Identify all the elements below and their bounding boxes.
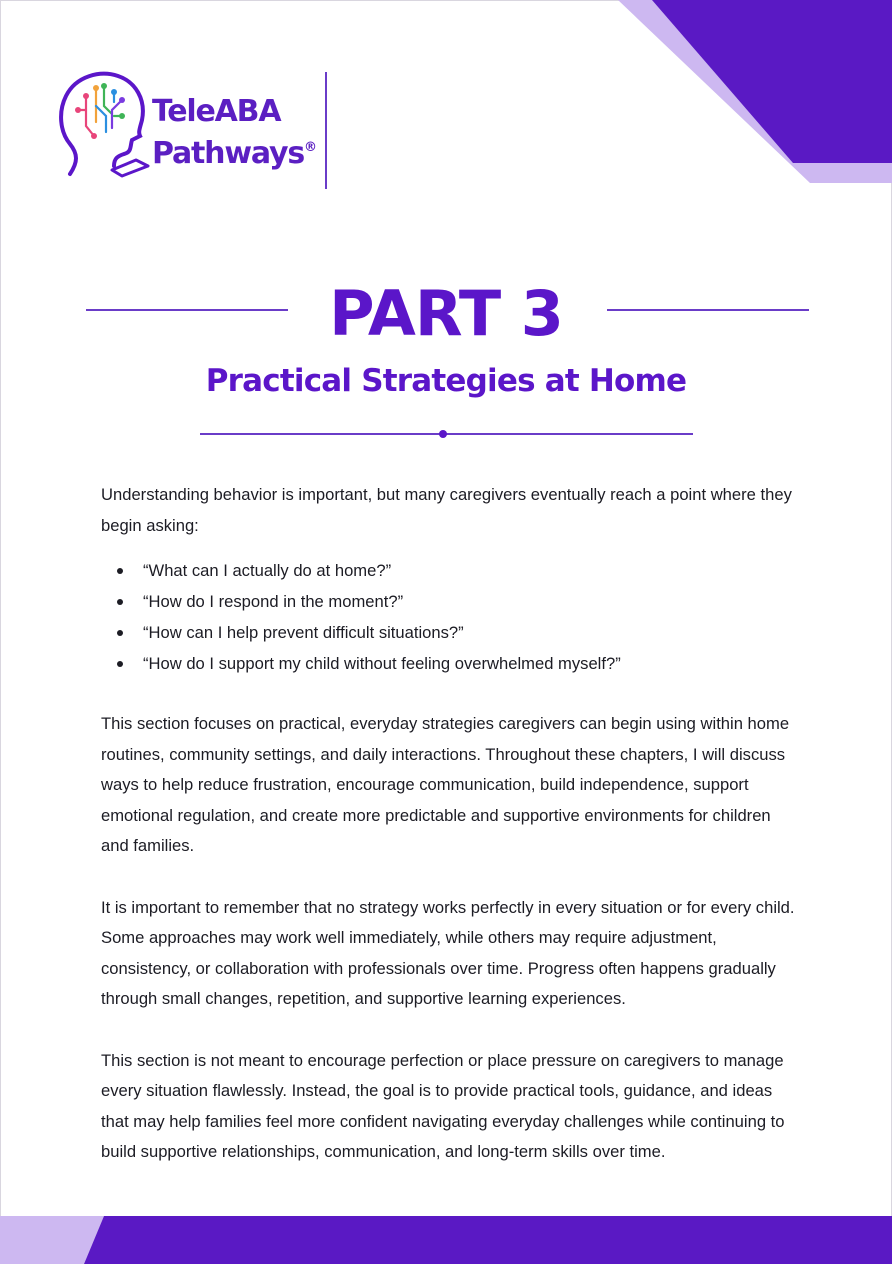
question-item: “What can I actually do at home?” (101, 555, 801, 586)
brand-name-line2 (152, 130, 317, 172)
question-item: “How do I respond in the moment?” (101, 586, 801, 617)
question-item: “How can I help prevent difficult situations?” (101, 617, 801, 648)
brand-name-line1: TeleABA (152, 94, 281, 129)
brand-name-pathways: Pathways (152, 136, 304, 171)
body-paragraph: This section focuses on practical, everyday strategies caregivers can begin using within home routines, community settings, and daily interactions. Throughout these chapters, I will discuss ways to help reduce frustration, encourage communication, build independence, support emotional regulation, and create more predictable and supportive environments for children and families. (101, 714, 790, 855)
footer-band (0, 1216, 892, 1264)
logo-divider (325, 72, 327, 189)
head-circuit-icon (56, 66, 152, 184)
subtitle-rule-dot (439, 430, 447, 438)
question-list (101, 555, 801, 679)
body-paragraph: It is important to remember that no strategy works perfectly in every situation or for every child. Some approaches may work well immediately, while others may require adjustment, consistency, or collaboration with professionals over time. Progress often happens gradually through small changes, repetition, and supportive learning experiences. (101, 897, 795, 1008)
part-subtitle: Practical Strategies at Home (205, 363, 687, 399)
body-content (101, 480, 801, 1199)
part-title: PART 3 (329, 277, 563, 350)
registered-mark: ® (303, 140, 317, 155)
brand-logo (56, 66, 317, 191)
intro-paragraph: Understanding behavior is important, but many caregivers eventually reach a point where they begin asking: (101, 485, 792, 535)
question-item: “How do I support my child without feeling overwhelmed myself?” (101, 648, 801, 679)
brand-wordmark (152, 94, 317, 172)
body-paragraph: This section is not meant to encourage perfection or place pressure on caregivers to manage every situation flawlessly. Instead, the goal is to provide practical tools, guidance, and ideas that may help families feel more confident navigating everyday challenges while continuing to build supportive relationships, communication, and long-term skills over time. (101, 1050, 785, 1161)
